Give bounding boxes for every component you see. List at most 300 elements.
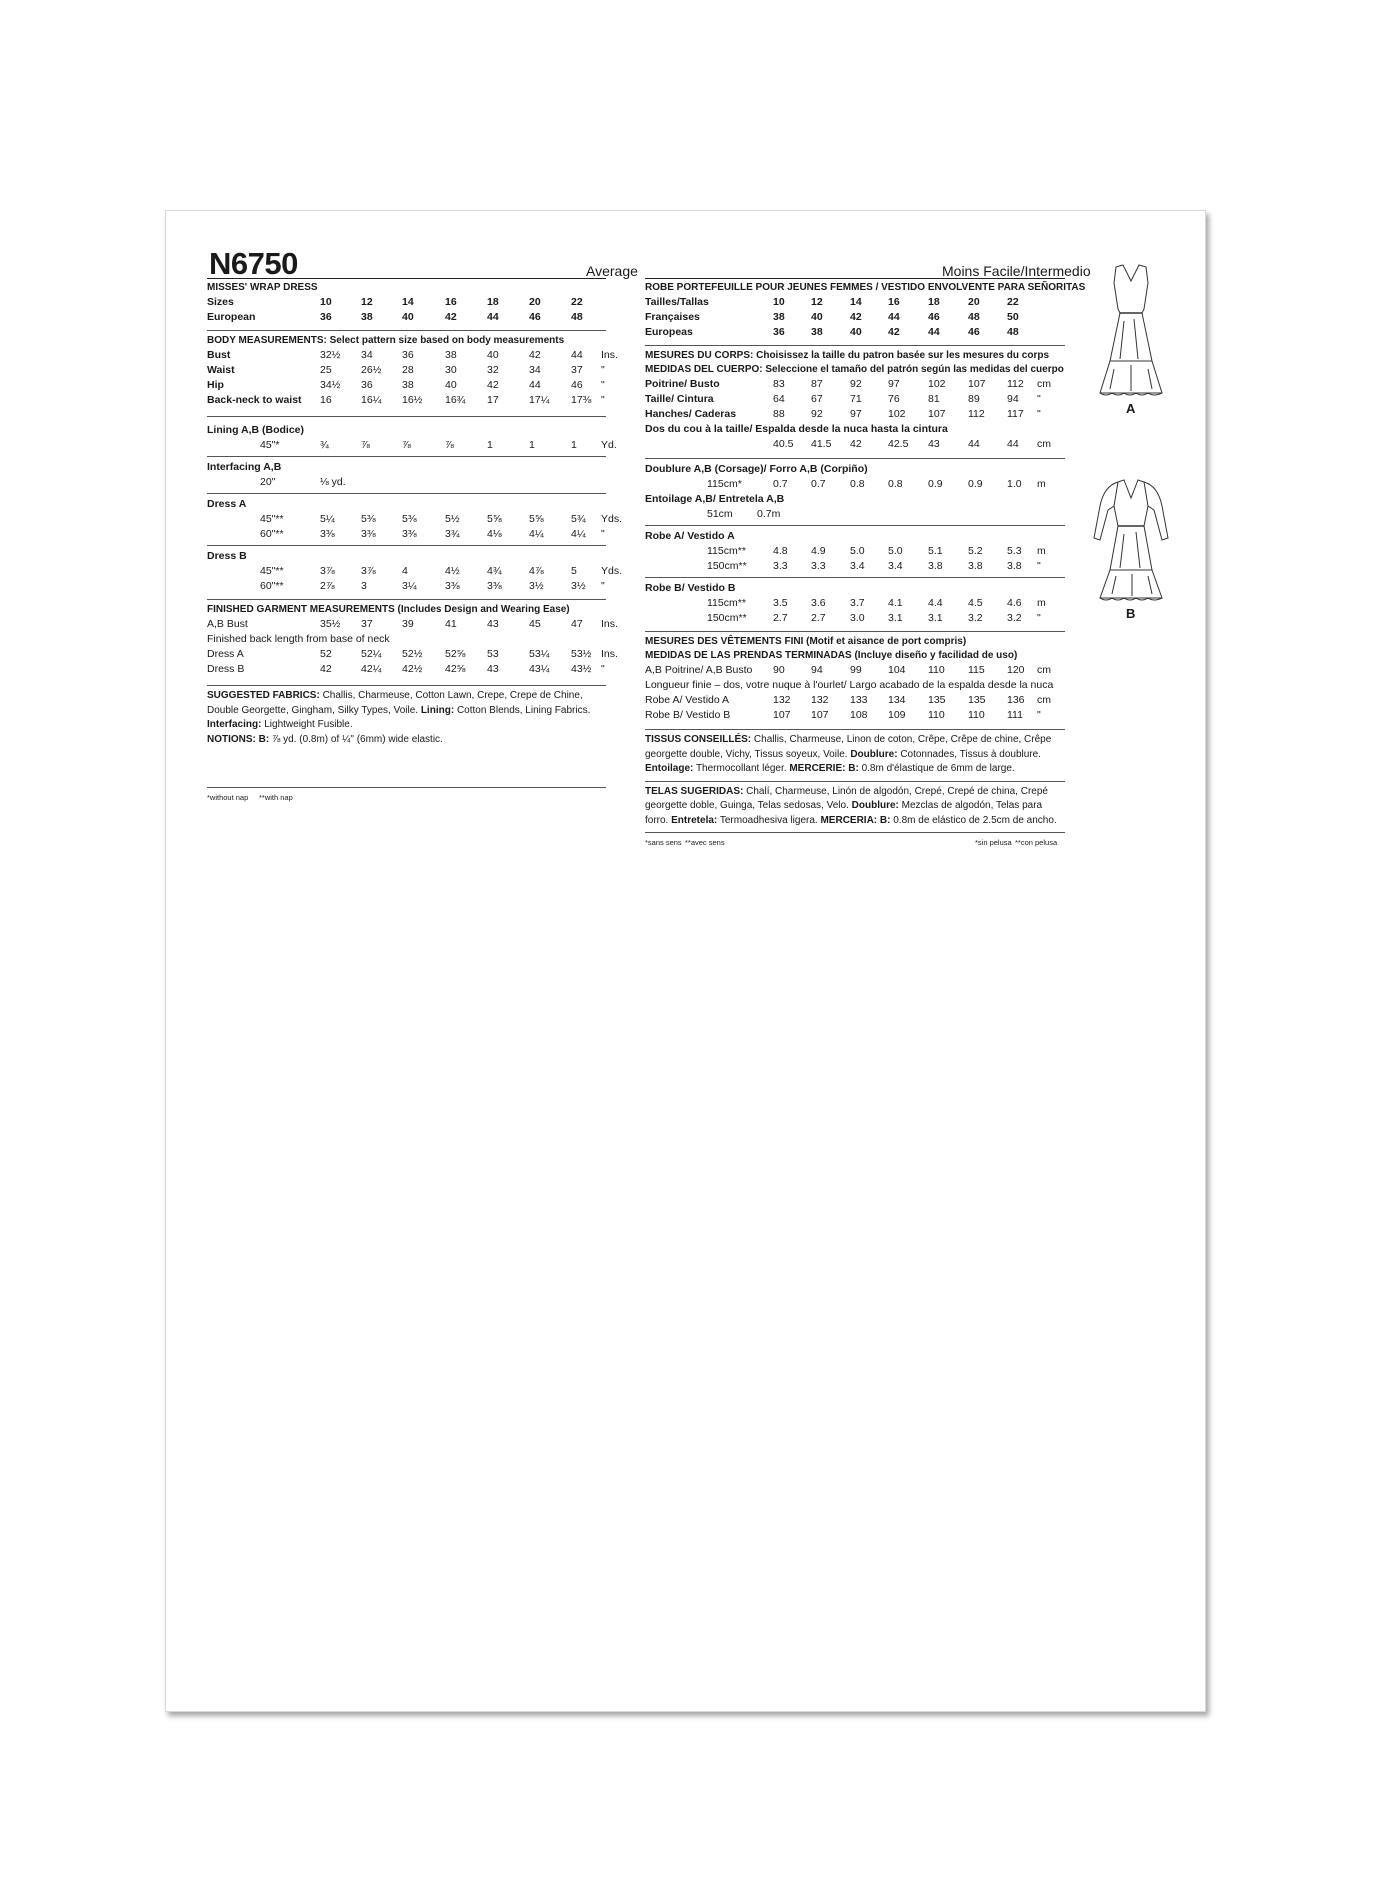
cell-value: 44: [928, 326, 940, 338]
cell-value: 50: [1007, 311, 1019, 323]
cell-value: 3.6: [811, 597, 826, 609]
cell-value: 120: [1007, 664, 1025, 676]
cell-value: 14: [402, 296, 414, 308]
cell-value: 76: [888, 393, 900, 405]
row-label: 150cm**: [707, 560, 747, 572]
cell-value: 3¼: [402, 580, 417, 592]
cell-value: 4⅞: [529, 565, 544, 577]
cell-value: 88: [773, 408, 785, 420]
cell-value: 52: [320, 648, 332, 660]
cell-value: ⅛ yd.: [320, 476, 346, 488]
cell-value: 16: [888, 296, 900, 308]
tissus-conseilles: [645, 733, 1065, 777]
yardage-item-label: Entoilage A,B/ Entretela A,B: [645, 493, 785, 505]
tissus-text: Challis, Charmeuse, Linon de coton, Crêpe, Crêpe de chine, Crêpe georgette double, Vichy, Tissus soyeux, Voile.: [645, 734, 1052, 760]
cell-value: 32: [487, 364, 499, 376]
cell-value: 34: [529, 364, 541, 376]
cell-value: 3.8: [928, 560, 943, 572]
body-measurement-row: [207, 363, 606, 378]
section-divider: [645, 577, 1065, 578]
finished-measurements-header-es: MEDIDAS DE LAS PRENDAS TERMINADAS (Incluye diseño y facilidad de uso): [645, 650, 1018, 661]
body-measurement-row: [645, 377, 1065, 392]
european-sizes-row: [645, 325, 1065, 340]
notions: [207, 733, 606, 748]
french-sizes-row: [645, 310, 1065, 325]
cell-value: 16¼: [361, 394, 382, 406]
cell-value: 136: [1007, 694, 1025, 706]
cell-value: 46: [968, 326, 980, 338]
cell-value: 3⅞: [320, 565, 335, 577]
yardage-label: [645, 529, 1065, 544]
yardage-label: [207, 497, 606, 512]
sleeveless-tiered-maxi-dress-icon: [1076, 261, 1186, 401]
unit-label: ": [601, 663, 605, 675]
cell-value: 48: [968, 311, 980, 323]
cell-value: 0.7m: [757, 508, 781, 520]
entoilage-label: Entoilage:: [645, 763, 694, 774]
cell-value: 52½: [402, 648, 423, 660]
cell-value: 42: [445, 311, 457, 323]
cell-value: 45: [529, 618, 541, 630]
cell-value: 92: [850, 378, 862, 390]
pattern-number: N6750: [209, 246, 298, 281]
notions-label: NOTIONS: B:: [207, 733, 270, 745]
cell-value: 43½: [571, 663, 592, 675]
cell-value: 3½: [571, 580, 586, 592]
cell-value: 34: [361, 349, 373, 361]
yardage-row: [207, 475, 606, 490]
cell-value: 38: [773, 311, 785, 323]
cell-value: 3½: [529, 580, 544, 592]
yardage-label: [645, 492, 1065, 507]
cell-value: 42: [888, 326, 900, 338]
cell-value: 2⅞: [320, 580, 335, 592]
cell-value: 3⅜: [402, 528, 417, 540]
cell-value: 42½: [402, 663, 423, 675]
yardage-item-label: Interfacing A,B: [207, 461, 282, 473]
footnote: *without nap: [207, 793, 249, 802]
back-length-label: [645, 422, 1065, 437]
cell-value: 10: [320, 296, 332, 308]
view-a-label: A: [1126, 401, 1136, 416]
row-label: 60"**: [260, 528, 284, 540]
cell-value: 3.1: [888, 612, 903, 624]
row-label: 115cm*: [707, 478, 742, 490]
section-divider: [207, 545, 606, 546]
cell-value: 43¼: [529, 663, 550, 675]
yardage-label: [207, 549, 606, 564]
cell-value: 4¾: [487, 565, 502, 577]
cell-value: 3.8: [968, 560, 983, 572]
cell-value: 107: [968, 378, 986, 390]
cell-value: 5⅝: [529, 513, 544, 525]
cell-value: 3⅜: [361, 528, 376, 540]
cell-value: 22: [571, 296, 583, 308]
cell-value: 46: [529, 311, 541, 323]
forro-label: Doublure:: [851, 800, 899, 811]
section-divider: [645, 525, 1065, 526]
cell-value: 42: [850, 438, 862, 450]
cell-value: 20: [968, 296, 980, 308]
pattern-envelope-back: [165, 210, 1206, 1712]
footnote: **avec sens: [685, 838, 725, 847]
difficulty-fr-es: Moins Facile/Intermedio: [942, 263, 1091, 279]
yardage-row: [645, 507, 1065, 522]
cell-value: 44: [571, 349, 583, 361]
pattern-title: MISSES' WRAP DRESS: [207, 278, 606, 295]
cell-value: 115: [968, 664, 985, 676]
body-measurements-header-fr: MESURES DU CORPS: Choisissez la taille du patron basée sur les mesures du corps: [645, 345, 1065, 363]
cell-value: 4.1: [888, 597, 903, 609]
cell-value: 39: [402, 618, 414, 630]
cell-value: 3.2: [1007, 612, 1022, 624]
row-label: Longueur finie – dos, votre nuque à l'ourlet/ Largo acabado de la espalda desde la nuca: [645, 679, 1054, 691]
cell-value: 3.3: [773, 560, 788, 572]
cell-value: 90: [773, 664, 785, 676]
cell-value: 2.7: [811, 612, 826, 624]
notions-text: ⅞ yd. (0.8m) of ¼" (6mm) wide elastic.: [272, 733, 443, 745]
unit-label: ": [1037, 709, 1041, 721]
cell-value: 46: [928, 311, 940, 323]
row-label: Dress A: [207, 648, 244, 660]
cell-value: 44: [888, 311, 900, 323]
merceria-label: MERCERIA: B:: [820, 814, 891, 826]
unit-label: Yds.: [601, 565, 623, 577]
cell-value: 38: [811, 326, 823, 338]
yardage-label: [645, 581, 1065, 596]
cell-value: 1: [529, 439, 535, 451]
cell-value: 4: [402, 565, 408, 577]
yardage-row: [207, 527, 606, 542]
cell-value: 40: [445, 379, 457, 391]
cell-value: 38: [445, 349, 457, 361]
sizes-row: [645, 295, 1065, 310]
cell-value: 25: [320, 364, 332, 376]
unit-label: ": [601, 580, 605, 592]
doublure-label: Doublure:: [850, 748, 898, 760]
fabrics-text: Challis, Charmeuse, Cotton Lawn, Crepe, Crepe de Chine, Double Georgette, Gingham, Silky Types, Voile.: [207, 690, 583, 716]
cell-value: 134: [888, 694, 906, 706]
cell-value: 97: [850, 408, 862, 420]
cell-value: 0.8: [850, 478, 865, 490]
cell-value: 32½: [320, 349, 341, 361]
cell-value: 36: [320, 311, 332, 323]
row-label: Hanches/ Caderas: [645, 408, 737, 420]
cell-value: 22: [1007, 296, 1019, 308]
unit-label: ": [601, 379, 605, 391]
row-label: Hip: [207, 379, 224, 391]
cell-value: 1: [571, 439, 577, 451]
cell-value: 42: [320, 663, 332, 675]
view-b-label: B: [1126, 606, 1136, 621]
cell-value: 5.3: [1007, 545, 1022, 557]
cell-value: 5.0: [888, 545, 903, 557]
cell-value: 14: [850, 296, 862, 308]
cell-value: 87: [811, 378, 823, 390]
cell-value: 107: [811, 709, 829, 721]
cell-value: 135: [968, 694, 986, 706]
cell-value: 37: [571, 364, 583, 376]
yardage-row: [645, 611, 1065, 626]
yardage-row: [207, 438, 617, 453]
yardage-label: [207, 460, 606, 475]
unit-label: Ins.: [601, 648, 618, 660]
cell-value: 44: [487, 311, 499, 323]
yardage-row: [207, 564, 623, 579]
cell-value: 5⅜: [361, 513, 376, 525]
body-measurement-row: [207, 378, 606, 393]
cell-value: 42: [850, 311, 862, 323]
finished-measurement-row: [645, 678, 1065, 693]
cell-value: 17⅜: [571, 394, 592, 406]
finished-measurements-header: FINISHED GARMENT MEASUREMENTS (Includes Design and Wearing Ease): [207, 599, 606, 617]
interfacing-text: Lightweight Fusible.: [264, 719, 353, 730]
cell-value: 112: [1007, 378, 1024, 390]
body-measurement-row: [645, 392, 1065, 407]
row-label: Tailles/Tallas: [645, 296, 709, 308]
cell-value: 4⅛: [487, 528, 502, 540]
cell-value: 20: [529, 296, 541, 308]
unit-label: Yds.: [601, 513, 623, 525]
cell-value: 5.0: [850, 545, 865, 557]
cell-value: 43: [487, 663, 499, 675]
cell-value: 4.8: [773, 545, 788, 557]
row-label: 45"**: [260, 565, 284, 577]
cell-value: 102: [888, 408, 906, 420]
unit-label: cm: [1037, 378, 1051, 390]
cell-value: 5½: [445, 513, 460, 525]
cell-value: 3.4: [850, 560, 865, 572]
cell-value: 3.4: [888, 560, 903, 572]
cell-value: 16: [320, 394, 332, 406]
footnotes: [207, 787, 606, 803]
row-label: Sizes: [207, 296, 234, 308]
cell-value: 3⅜: [445, 580, 460, 592]
cell-value: 40: [850, 326, 862, 338]
cell-value: 107: [928, 408, 946, 420]
finished-measurement-row: [207, 632, 606, 647]
finished-measurement-row: [645, 663, 1065, 678]
cell-value: 42.5: [888, 438, 909, 450]
unit-label: m: [1037, 545, 1046, 557]
cell-value: 133: [850, 694, 868, 706]
yardage-row: [645, 477, 1065, 492]
cell-value: 34½: [320, 379, 341, 391]
cell-value: 3: [361, 580, 367, 592]
cell-value: 35½: [320, 618, 341, 630]
cell-value: 89: [968, 393, 980, 405]
cell-value: 36: [773, 326, 785, 338]
cell-value: 16: [445, 296, 457, 308]
row-label: 45"**: [260, 513, 284, 525]
body-measurement-row: [207, 393, 606, 408]
cell-value: 48: [571, 311, 583, 323]
cell-value: 0.7: [773, 478, 788, 490]
cell-value: 104: [888, 664, 906, 676]
cell-value: 81: [928, 393, 940, 405]
cell-value: 1.0: [1007, 478, 1022, 490]
footnotes: [645, 832, 1065, 848]
cell-value: 1: [487, 439, 493, 451]
cell-value: 3.3: [811, 560, 826, 572]
yardage-item-label: Robe A/ Vestido A: [645, 530, 735, 542]
forro-text: Mezclas de algodón, Telas para forro.: [645, 800, 1043, 826]
cell-value: 4.4: [928, 597, 943, 609]
cell-value: 36: [402, 349, 414, 361]
row-label: 150cm**: [707, 612, 747, 624]
finished-measurement-row: [207, 617, 618, 632]
cell-value: 30: [445, 364, 457, 376]
back-length-row: [645, 437, 1065, 452]
telas-sugeridas: [645, 785, 1065, 829]
cell-value: 18: [487, 296, 499, 308]
unit-label: cm: [1037, 664, 1051, 676]
cell-value: 0.9: [928, 478, 943, 490]
finished-measurement-row: [645, 693, 1065, 708]
cell-value: 4¼: [529, 528, 544, 540]
lining-label: Lining:: [420, 704, 455, 716]
row-label: 60"**: [260, 580, 284, 592]
section-divider: [207, 456, 606, 457]
cell-value: 5.1: [928, 545, 943, 557]
cell-value: 94: [811, 664, 823, 676]
row-label: Robe A/ Vestido A: [645, 694, 730, 706]
cell-value: 44: [529, 379, 541, 391]
view-a-illustration: [1076, 261, 1186, 416]
cell-value: 38: [402, 379, 414, 391]
suggested-fabrics: [207, 689, 606, 733]
row-label: Taille/ Cintura: [645, 393, 714, 405]
cell-value: 42: [529, 349, 541, 361]
cell-value: 42⅝: [445, 663, 466, 675]
yardage-item-label: Dress A: [207, 498, 247, 510]
cell-value: 64: [773, 393, 785, 405]
unit-label: Ins.: [601, 618, 618, 630]
cell-value: 28: [402, 364, 414, 376]
cell-value: 102: [928, 378, 946, 390]
cell-value: 44: [968, 438, 980, 450]
cell-value: 44: [1007, 438, 1019, 450]
cell-value: 3¾: [445, 528, 460, 540]
entretela-label: Entretela:: [671, 814, 718, 826]
yardage-item-label: Doublure A,B (Corsage)/ Forro A,B (Corpiño): [645, 463, 868, 475]
cell-value: 42¼: [361, 663, 382, 675]
unit-label: cm: [1037, 694, 1051, 706]
cell-value: ¾: [320, 439, 329, 451]
unit-label: ": [601, 364, 605, 376]
row-label: 45"*: [260, 439, 280, 451]
cell-value: ⅞: [402, 439, 411, 451]
telas-text: Chalí, Charmeuse, Linón de algodón, Crepé, Crepé de china, Crepé georgette doble, Guinga, Telas sedosas, Velo.: [645, 785, 1048, 811]
cell-value: 110: [928, 664, 945, 676]
footnote: **with nap: [259, 793, 293, 802]
cell-value: 3⅞: [361, 565, 376, 577]
yardage-item-label: Dress B: [207, 550, 247, 562]
interfacing-label: Interfacing:: [207, 719, 262, 730]
cell-value: 4½: [445, 565, 460, 577]
cell-value: 10: [773, 296, 785, 308]
row-label: Françaises: [645, 311, 700, 323]
cell-value: 132: [773, 694, 791, 706]
cell-value: 18: [928, 296, 940, 308]
lining-text: Cotton Blends, Lining Fabrics.: [456, 704, 591, 716]
row-label: A,B Bust: [207, 618, 248, 630]
body-measurements-header: BODY MEASUREMENTS: Select pattern size based on body measurements: [207, 330, 606, 348]
cell-value: 83: [773, 378, 785, 390]
finished-measurement-row: [207, 662, 606, 677]
yardage-label: [645, 462, 1065, 477]
unit-label: ": [1037, 612, 1041, 624]
cell-value: 40: [402, 311, 414, 323]
cell-value: 108: [850, 709, 868, 721]
cell-value: 46: [571, 379, 583, 391]
cell-value: 4¼: [571, 528, 586, 540]
row-label: Waist: [207, 364, 235, 376]
cell-value: 135: [928, 694, 946, 706]
fabrics-section: [207, 685, 606, 747]
yardage-item-label: Lining A,B (Bodice): [207, 424, 305, 436]
cell-value: 3⅜: [487, 580, 502, 592]
unit-label: m: [1037, 597, 1046, 609]
row-label: Robe B/ Vestido B: [645, 709, 731, 721]
cell-value: 107: [773, 709, 791, 721]
cell-value: ⅞: [445, 439, 454, 451]
cell-value: 17¼: [529, 394, 550, 406]
row-label: Bust: [207, 349, 231, 361]
unit-label: ": [601, 394, 605, 406]
unit-label: m: [1037, 478, 1046, 490]
yardage-section: [207, 416, 623, 594]
tissus-label: TISSUS CONSEILLÉS:: [645, 734, 752, 745]
cell-value: 42: [487, 379, 499, 391]
yardage-row: [645, 596, 1065, 611]
difficulty-en: Average: [586, 263, 638, 279]
cell-value: 12: [361, 296, 373, 308]
cell-value: 92: [811, 408, 823, 420]
cell-value: 41.5: [811, 438, 832, 450]
row-label: 115cm**: [707, 597, 746, 609]
cell-value: 48: [1007, 326, 1019, 338]
cell-value: 97: [888, 378, 900, 390]
fabrics-section-es: [645, 781, 1065, 829]
row-label: 51cm: [707, 508, 733, 520]
cell-value: 52¼: [361, 648, 382, 660]
cell-value: 36: [361, 379, 373, 391]
footnote: **con pelusa: [1015, 838, 1058, 847]
row-label: A,B Poitrine/ A,B Busto: [645, 664, 753, 676]
unit-label: Ins.: [601, 349, 618, 361]
footnote: *sans sens: [645, 838, 682, 847]
finished-measurement-row: [207, 647, 618, 662]
cell-value: ⅞: [361, 439, 370, 451]
yardage-row: [207, 579, 606, 594]
cell-value: 16¾: [445, 394, 466, 406]
cell-value: 43: [487, 618, 499, 630]
cell-value: 16½: [402, 394, 423, 406]
telas-label: TELAS SUGERIDAS:: [645, 785, 744, 797]
cell-value: 4.5: [968, 597, 983, 609]
cell-value: 12: [811, 296, 823, 308]
cell-value: 3.1: [928, 612, 943, 624]
cell-value: 0.7: [811, 478, 826, 490]
sizes-row: [207, 295, 606, 310]
unit-label: ": [1037, 560, 1041, 572]
unit-label: ": [601, 528, 605, 540]
yardage-row: [645, 544, 1065, 559]
cell-value: 111: [1007, 709, 1023, 721]
entretela-text: Termoadhesiva ligera.: [719, 814, 818, 826]
cell-value: 40: [811, 311, 823, 323]
